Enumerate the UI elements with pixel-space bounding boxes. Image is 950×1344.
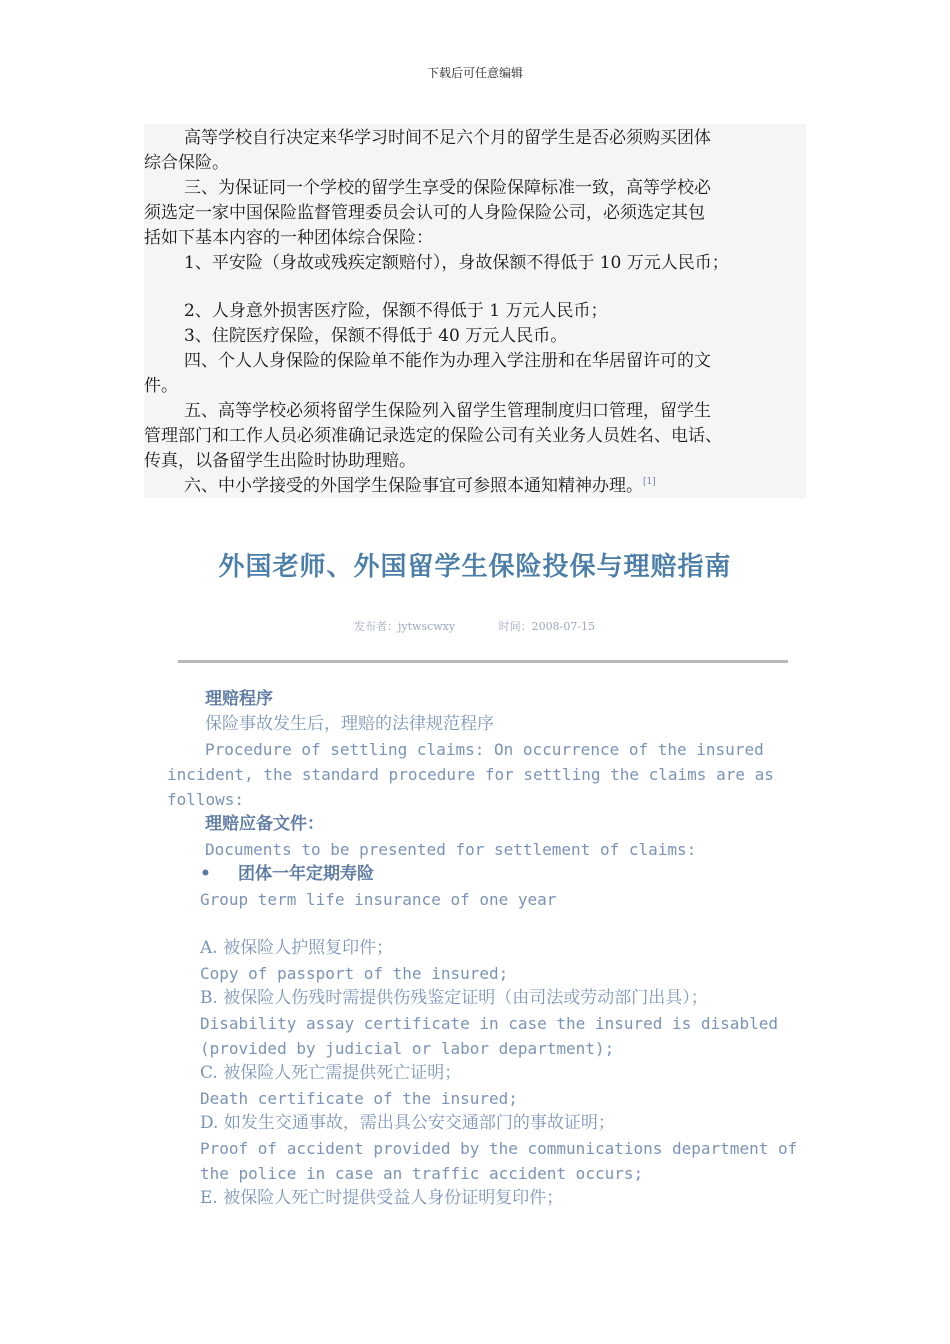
divider [178, 660, 788, 663]
footnote-reference[interactable]: [1] [643, 477, 656, 487]
list-item-en: Death certificate of the insured; [200, 1089, 518, 1108]
list-item-en: Proof of accident provided by the communications department of [200, 1139, 798, 1158]
paragraph-en: Procedure of settling claims: On occurrence of the insured [205, 740, 764, 759]
paragraph-line: 传真，以备留学生出险时协助理赔。 [144, 451, 416, 471]
paragraph-line [184, 474, 656, 499]
paragraph-en: incident, the standard procedure for settling the claims are as [167, 765, 774, 784]
list-item-cn: C. 被保险人死亡需提供死亡证明； [200, 1063, 462, 1083]
regulation-excerpt [144, 124, 806, 498]
list-item-en: (provided by judicial or labor department); [200, 1039, 615, 1058]
paragraph-line: 管理部门和工作人员必须准确记录选定的保险公司有关业务人员姓名、电话、 [144, 426, 722, 446]
paragraph-line: 三、为保证同一个学校的留学生享受的保险保障标准一致，高等学校必 [184, 178, 711, 198]
paragraph-line: 高等学校自行决定来华学习时间不足六个月的留学生是否必须购买团体 [184, 128, 711, 148]
list-item-en: the police in case an traffic accident occurs; [200, 1164, 644, 1183]
paragraph-line: 括如下基本内容的一种团体综合保险： [144, 228, 433, 248]
header-note: 下载后可任意编辑 [426, 66, 523, 80]
bullet-heading: 团体一年定期寿险 [238, 864, 374, 884]
bullet-icon: • [200, 864, 211, 884]
section-heading-claims-procedure: 理赔程序 [205, 689, 273, 709]
list-item-cn: D. 如发生交通事故，需出具公安交通部门的事故证明； [200, 1113, 615, 1133]
paragraph-line: 件。 [144, 376, 178, 396]
list-item-cn: A. 被保险人护照复印件； [200, 938, 394, 958]
list-item-en: Disability assay certificate in case the insured is disabled [200, 1014, 778, 1033]
paragraph-line: 1、平安险（身故或残疾定额赔付），身故保额不得低于 10 万元人民币； [184, 253, 729, 273]
article-title: 外国老师、外国留学生保险投保与理赔指南 [218, 552, 732, 582]
paragraph-en: follows: [167, 790, 245, 809]
paragraph-line: 综合保险。 [144, 153, 229, 173]
paragraph-line: 五、高等学校必须将留学生保险列入留学生管理制度归口管理，留学生 [184, 401, 711, 421]
paragraph-en: Documents to be presented for settlement of claims: [205, 840, 697, 859]
paragraph-cn: 保险事故发生后，理赔的法律规范程序 [205, 714, 494, 734]
paragraph-line: 3、住院医疗保险，保额不得低于 40 万元人民币。 [184, 326, 568, 346]
list-item-en: Copy of passport of the insured; [200, 964, 509, 983]
paragraph-line: 须选定一家中国保险监督管理委员会认可的人身险保险公司，必须选定其包 [144, 203, 705, 223]
list-item-cn: B. 被保险人伤残时需提供伤残鉴定证明（由司法或劳动部门出具）； [200, 988, 708, 1008]
paragraph-line: 四、个人人身保险的保险单不能作为办理入学注册和在华居留许可的文 [184, 351, 711, 371]
list-item-cn: E. 被保险人死亡时提供受益人身份证明复印件； [200, 1188, 564, 1208]
paragraph-line: 2、人身意外损害医疗险，保额不得低于 1 万元人民币； [184, 301, 608, 321]
publish-time: 时间：2008-07-15 [498, 620, 596, 633]
section-heading-documents: 理赔应备文件： [205, 814, 324, 834]
paragraph-text: 六、中小学接受的外国学生保险事宜可参照本通知精神办理。 [184, 476, 643, 496]
publisher: 发布者：jytwscwxy [354, 620, 456, 633]
article-meta [354, 618, 635, 634]
paragraph-en: Group term life insurance of one year [200, 890, 557, 909]
